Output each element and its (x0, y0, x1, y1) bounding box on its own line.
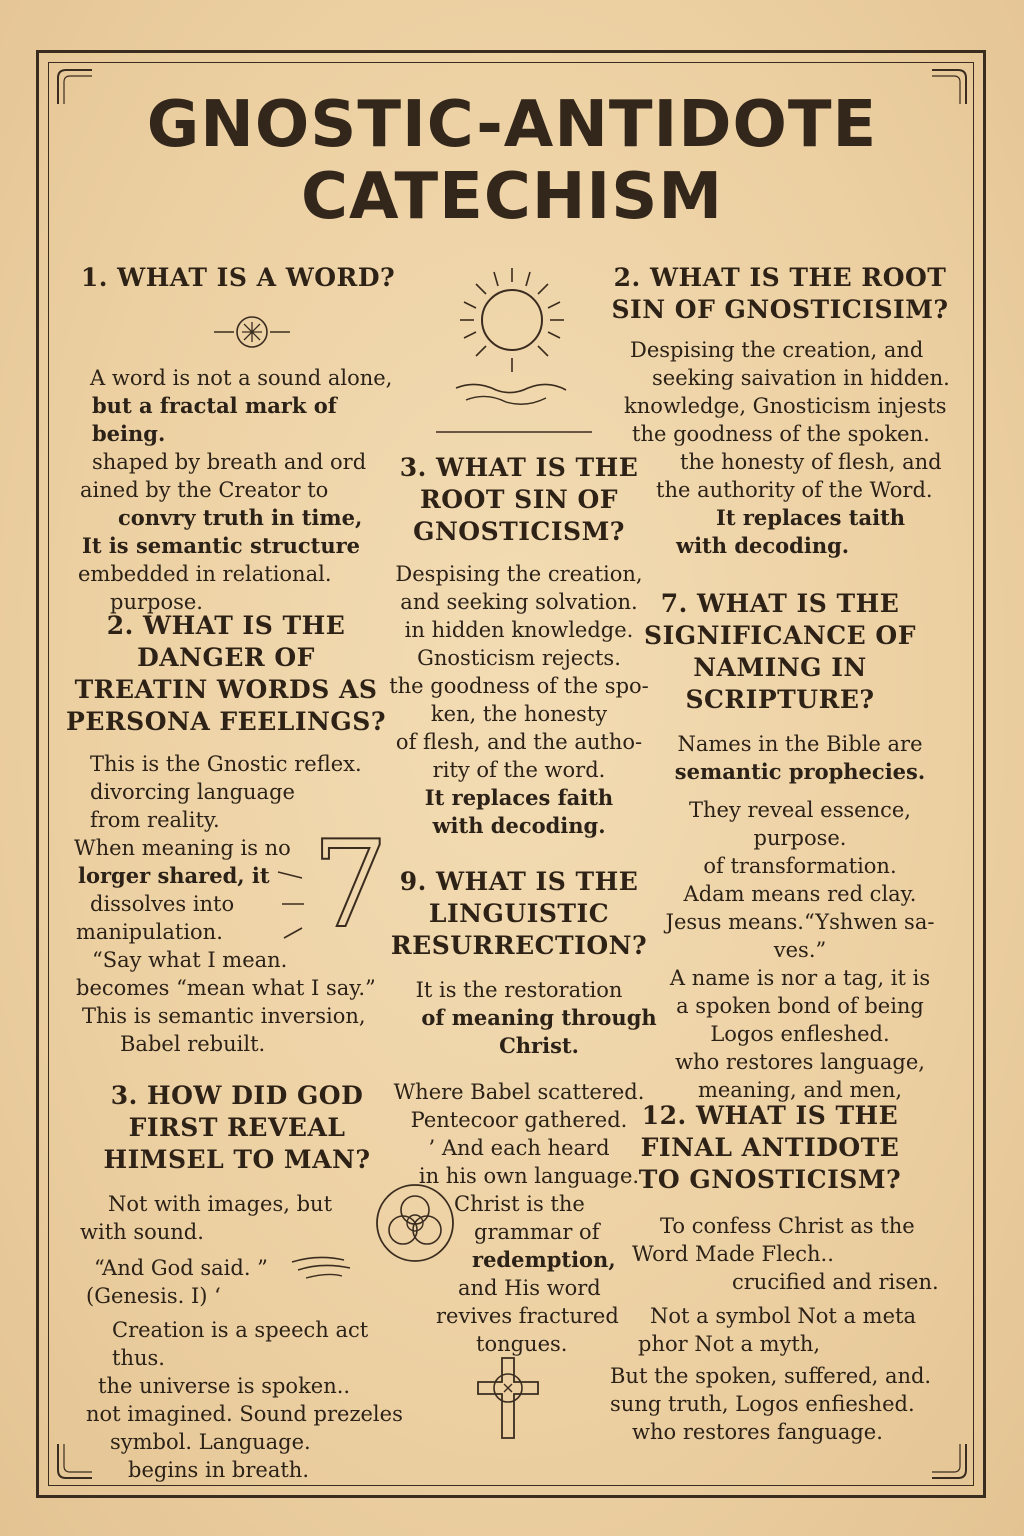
answer-line: convry truth in time, (118, 505, 363, 530)
answer-line: tongues. (476, 1332, 568, 1356)
answer-line: in hidden knowledge. (404, 618, 634, 642)
answer-line: It replaces taith (716, 505, 906, 530)
answer-line: seeking saivation in hidden. (652, 366, 950, 390)
answer-line: from reality. (90, 808, 220, 832)
answer-line: “Say what I mean. (92, 948, 288, 972)
answer-line: of transformation. (703, 854, 897, 878)
answer-line: Creation is a speech act thus. (112, 1318, 369, 1370)
answer-line: the goodness of the spo- (389, 674, 649, 698)
answer-line: embedded in relational. (78, 562, 332, 586)
section-final-antidote (610, 1100, 960, 1446)
answer-line: Despising the creation, and (630, 338, 924, 362)
section-question: 2. WHAT IS THE ROOT SIN OF GNOSTICISIM? (611, 263, 949, 324)
answer-line: purpose. (110, 590, 203, 614)
answer-line: Jesus means.“Yshwen sa- (665, 910, 935, 934)
numeral-seven-ornament (312, 816, 389, 956)
section-question: 3. WHAT IS THE ROOT SIN OF GNOSTICISM? (399, 453, 639, 546)
answer-line: symbol. Language. (110, 1430, 311, 1454)
section-question: 9. WHAT IS THE LINGUISTIC RESURRECTION? (390, 867, 648, 960)
answer-line: not imagined. Sound prezeles (86, 1402, 403, 1426)
answer-line: divorcing language (90, 780, 295, 804)
answer-line: crucified and risen. (732, 1270, 939, 1294)
answer-line: To confess Christ as the (660, 1214, 915, 1238)
answer-line: manipulation. (76, 920, 223, 944)
answer-line: the goodness of the spoken. (632, 422, 930, 446)
answer-line: It is the restoration (415, 978, 623, 1002)
dash-marks-icon (272, 866, 312, 946)
answer-line: A name is nor a tag, it is (669, 966, 931, 990)
answer-line: revives fractured (436, 1304, 619, 1328)
answer-line: Adam means red clay. (683, 882, 917, 906)
answer-line: ained by the Creator to (80, 478, 329, 502)
answer-line: dissolves into (90, 892, 235, 916)
page-title-line-2: CATECHISM (300, 160, 724, 234)
answer-line: Despising the creation, (395, 562, 643, 586)
answer-line: A word is not a sound alone, (90, 366, 393, 390)
answer-line: becomes “mean what I say.” (76, 976, 376, 1000)
numeral-seven: 7 (312, 816, 389, 955)
answer-line: with sound. (80, 1220, 204, 1244)
answer-line: Gnosticism rejects. (417, 646, 621, 670)
answer-line: They reveal essence, purpose. (689, 798, 911, 850)
answer-line: a spoken bond of being (676, 994, 924, 1018)
answer-line: When meaning is no (74, 836, 291, 860)
section-answer (600, 336, 960, 560)
answer-line: the authority of the Word. (656, 478, 933, 502)
answer-line: meaning, and men, (697, 1078, 903, 1102)
answer-line: of meaning through Christ. (421, 1005, 657, 1058)
answer-line: knowledge, Gnosticism injests (624, 394, 947, 418)
section-question: 2. WHAT IS THE DANGER OF TREATIN WORDS AS PERSONA FEELINGS? (66, 611, 386, 736)
answer-line: This is the Gnostic reflex. (90, 752, 362, 776)
answer-line: with decoding. (676, 533, 850, 558)
answer-line: grammar of (474, 1220, 600, 1244)
answer-line: Christ is the (454, 1192, 585, 1216)
section-answer (610, 1212, 960, 1446)
answer-line: redemption, (472, 1247, 616, 1272)
answer-line: Not a symbol Not a meta (650, 1304, 916, 1328)
answer-line: lorger shared, it (78, 863, 270, 888)
section-god-first-reveal (72, 1080, 422, 1484)
answer-line: Pentecoor gathered. (410, 1108, 628, 1132)
section-question: 3. HOW DID GOD FIRST REVEAL HIMSEL TO MAN? (103, 1081, 371, 1174)
sun-rising-icon (436, 258, 596, 438)
celtic-cross-icon (476, 1356, 540, 1440)
answer-line: ’ And each heard (428, 1136, 610, 1160)
section-question: 1. WHAT IS A WORD? (80, 263, 396, 292)
answer-line: sung truth, Logos enfieshed. (610, 1392, 915, 1416)
breath-swirl-icon (288, 1250, 358, 1290)
answer-line: semantic prophecies. (674, 759, 926, 784)
answer-line: phor Not a myth, (638, 1332, 821, 1356)
answer-line: of flesh, and the autho- (395, 730, 643, 754)
answer-line: and seeking solvation. (400, 590, 638, 614)
corner-ornament-bottom-right (930, 1442, 968, 1480)
section-question: 12. WHAT IS THE FINAL ANTIDOTE TO GNOSTICISM? (638, 1101, 902, 1194)
answer-line: ken, the honesty (430, 702, 608, 726)
answer-line: who restores language, (675, 1050, 925, 1074)
answer-line: rity of the word. (432, 758, 606, 782)
page-title-line-1: GNOSTIC-ANTIDOTE (146, 88, 878, 162)
section-root-sin-center (384, 452, 654, 840)
word-seal-icon (214, 312, 290, 352)
answer-line: the universe is spoken.. (98, 1374, 351, 1398)
answer-line: Logos enfleshed. (710, 1022, 890, 1046)
section-answer (384, 560, 654, 840)
section-answer (72, 1190, 422, 1484)
answer-line: begins in breath. (128, 1458, 309, 1482)
answer-line: But the spoken, suffered, and. (610, 1364, 932, 1388)
answer-line: “And God said. ” (94, 1256, 268, 1280)
answer-line: with decoding. (432, 813, 606, 838)
answer-line: Where Babel scattered. (393, 1080, 645, 1104)
answer-line: ves.” (773, 938, 827, 962)
answer-line: who restores fanguage. (632, 1420, 883, 1444)
answer-line: It replaces faith (424, 785, 614, 810)
answer-line: the honesty of flesh, and (680, 450, 942, 474)
answer-line: shaped by breath and ord (92, 450, 367, 474)
answer-line: in his own language. (418, 1164, 640, 1188)
answer-line: It is semantic structure (82, 533, 361, 558)
section-question: 7. WHAT IS THE SIGNIFICANCE OF NAMING IN SCRIPTURE? (644, 589, 916, 714)
answer-line: (Genesis. I) ‘ (86, 1284, 221, 1308)
answer-line: This is semantic inversion, (82, 1004, 366, 1028)
answer-line: Word Made Flech.. (632, 1242, 834, 1266)
answer-line: Not with images, but (108, 1192, 333, 1216)
answer-line: but a fractal mark of being. (92, 393, 337, 446)
answer-line: Names in the Bible are (677, 732, 923, 756)
answer-line: Babel rebuilt. (120, 1032, 266, 1056)
section-root-sin-right (600, 262, 960, 560)
answer-line: and His word (458, 1276, 601, 1300)
section-answer (78, 364, 398, 616)
